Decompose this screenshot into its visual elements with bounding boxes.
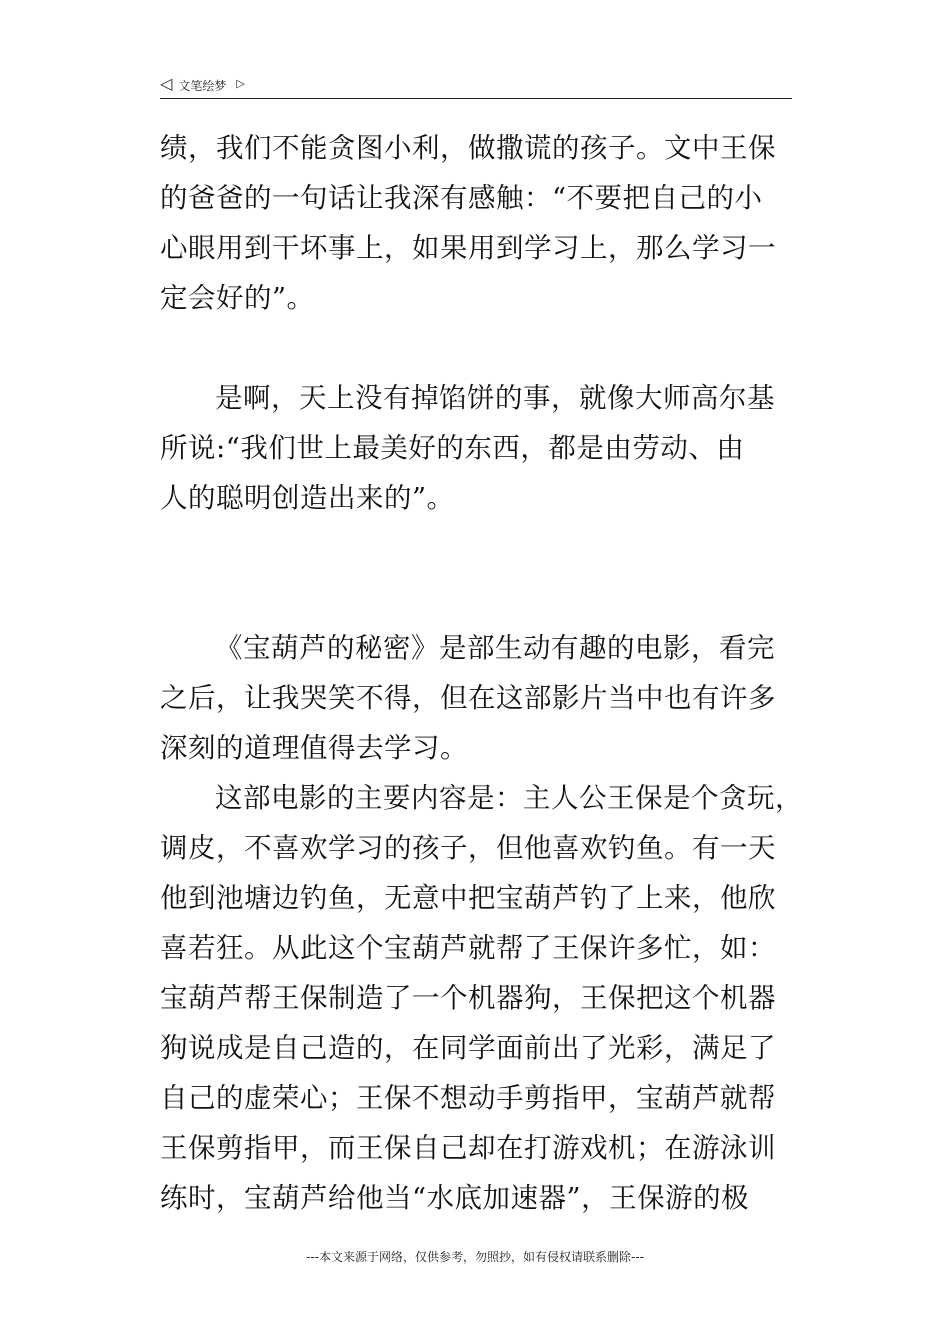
text-line: 王保剪指甲，而王保自己却在打游戏机；在游泳训 — [160, 1132, 776, 1164]
page-header — [160, 72, 792, 99]
text-line: 喜若狂。从此这个宝葫芦就帮了王保许多忙，如： — [160, 932, 776, 964]
paragraph-3 — [160, 623, 800, 773]
text-line: 深刻的道理值得去学习。 — [160, 732, 468, 764]
text-line: 练时，宝葫芦给他当“水底加速器”，王保游的极 — [160, 1182, 750, 1214]
text-line: 《宝葫芦的秘密》是部生动有趣的电影，看完 — [215, 632, 775, 664]
text-line: 他到池塘边钓鱼，无意中把宝葫芦钓了上来，他欣 — [160, 882, 776, 914]
text-line: 绩，我们不能贪图小利，做撒谎的孩子。文中王保 — [160, 132, 776, 164]
text-line: 心眼用到干坏事上，如果用到学习上，那么学习一 — [160, 232, 776, 264]
triangle-right-icon: ▷ — [236, 76, 245, 90]
paragraph-spacer — [160, 323, 800, 373]
text-line: 所说:“我们世上最美好的东西，都是由劳动、由 — [160, 432, 745, 464]
text-line: 调皮，不喜欢学习的孩子，但他喜欢钓鱼。有一天 — [160, 832, 776, 864]
paragraph-2 — [160, 373, 800, 523]
text-line: 的爸爸的一句话让我深有感触：“不要把自己的小 — [160, 182, 763, 214]
paragraph-1 — [160, 123, 800, 323]
page-footer: ---本文来源于网络，仅供参考，勿照抄，如有侵权请联系删除--- — [306, 1250, 644, 1264]
text-line: 之后，让我哭笑不得，但在这部影片当中也有许多 — [160, 682, 776, 714]
text-line: 宝葫芦帮王保制造了一个机器狗，王保把这个机器 — [160, 982, 776, 1014]
header-title: 文笔绘梦 — [178, 78, 227, 93]
paragraph-spacer — [160, 523, 800, 623]
text-line: 自己的虚荣心；王保不想动手剪指甲，宝葫芦就帮 — [160, 1082, 776, 1114]
triangle-left-icon: ◁ — [160, 74, 173, 93]
document-body — [160, 123, 803, 1223]
paragraph-4 — [160, 773, 803, 1223]
text-line: 定会好的”。 — [160, 282, 315, 314]
text-line: 是啊，天上没有掉馅饼的事，就像大师高尔基 — [215, 382, 775, 414]
text-line: 这部电影的主要内容是：主人公王保是个贪玩， — [215, 782, 803, 814]
text-line: 人的聪明创造出来的”。 — [160, 482, 455, 514]
text-line: 狗说成是自己造的，在同学面前出了光彩，满足了 — [160, 1032, 776, 1064]
